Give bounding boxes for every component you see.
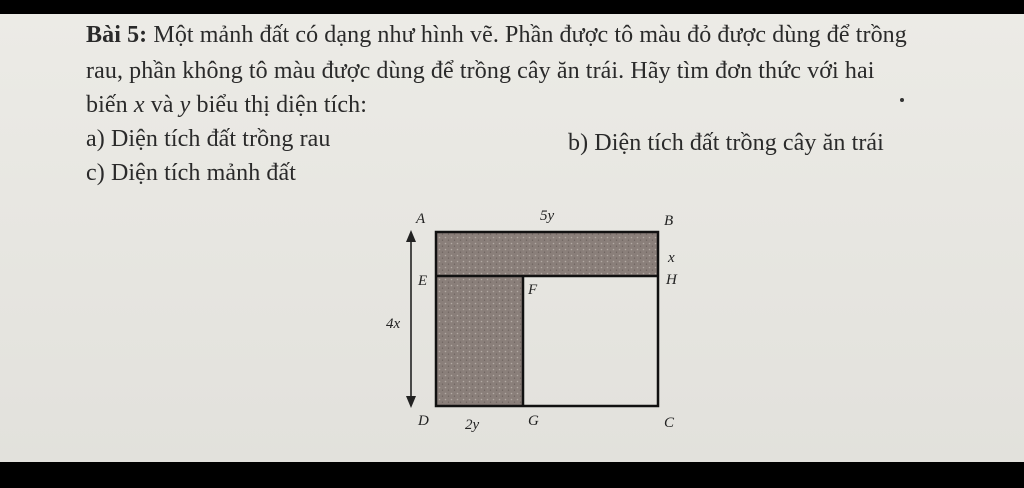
label-G: G xyxy=(528,413,539,429)
problem-line-3-c: biểu thị diện tích: xyxy=(190,92,368,118)
variable-x: x xyxy=(133,92,145,118)
question-b: b) Diện tích đất trồng cây ăn trái xyxy=(568,130,884,156)
label-2y: 2y xyxy=(465,417,480,433)
arrow-up-icon xyxy=(406,230,416,242)
shaded-strip-left xyxy=(436,276,523,406)
label-5y: 5y xyxy=(540,208,555,224)
arrow-down-icon xyxy=(406,396,416,408)
question-a: a) Diện tích đất trồng rau xyxy=(86,126,331,152)
worksheet-paper xyxy=(0,14,1024,462)
label-x: x xyxy=(668,250,675,266)
variable-y: y xyxy=(179,92,191,118)
label-E: E xyxy=(418,273,428,289)
land-diagram xyxy=(0,14,1024,462)
label-F: F xyxy=(528,282,538,298)
shaded-band-top xyxy=(436,232,658,276)
problem-line-3-a: biến xyxy=(86,92,134,118)
label-4x: 4x xyxy=(386,316,401,332)
label-D: D xyxy=(418,413,429,429)
problem-title: Bài 5: xyxy=(86,22,148,48)
label-H: H xyxy=(666,272,677,288)
problem-line-2: rau, phần không tô màu được dùng để trồng cây ăn trái. Hãy tìm đơn thức với hai xyxy=(86,58,875,84)
label-B: B xyxy=(664,213,674,229)
label-A: A xyxy=(416,211,426,227)
problem-line-3-b: và xyxy=(144,92,180,118)
problem-line-1-text: Một mảnh đất có dạng như hình vẽ. Phần được tô màu đỏ được dùng để trồng xyxy=(147,22,907,48)
label-C: C xyxy=(664,415,675,431)
question-c: c) Diện tích mảnh đất xyxy=(86,160,297,186)
